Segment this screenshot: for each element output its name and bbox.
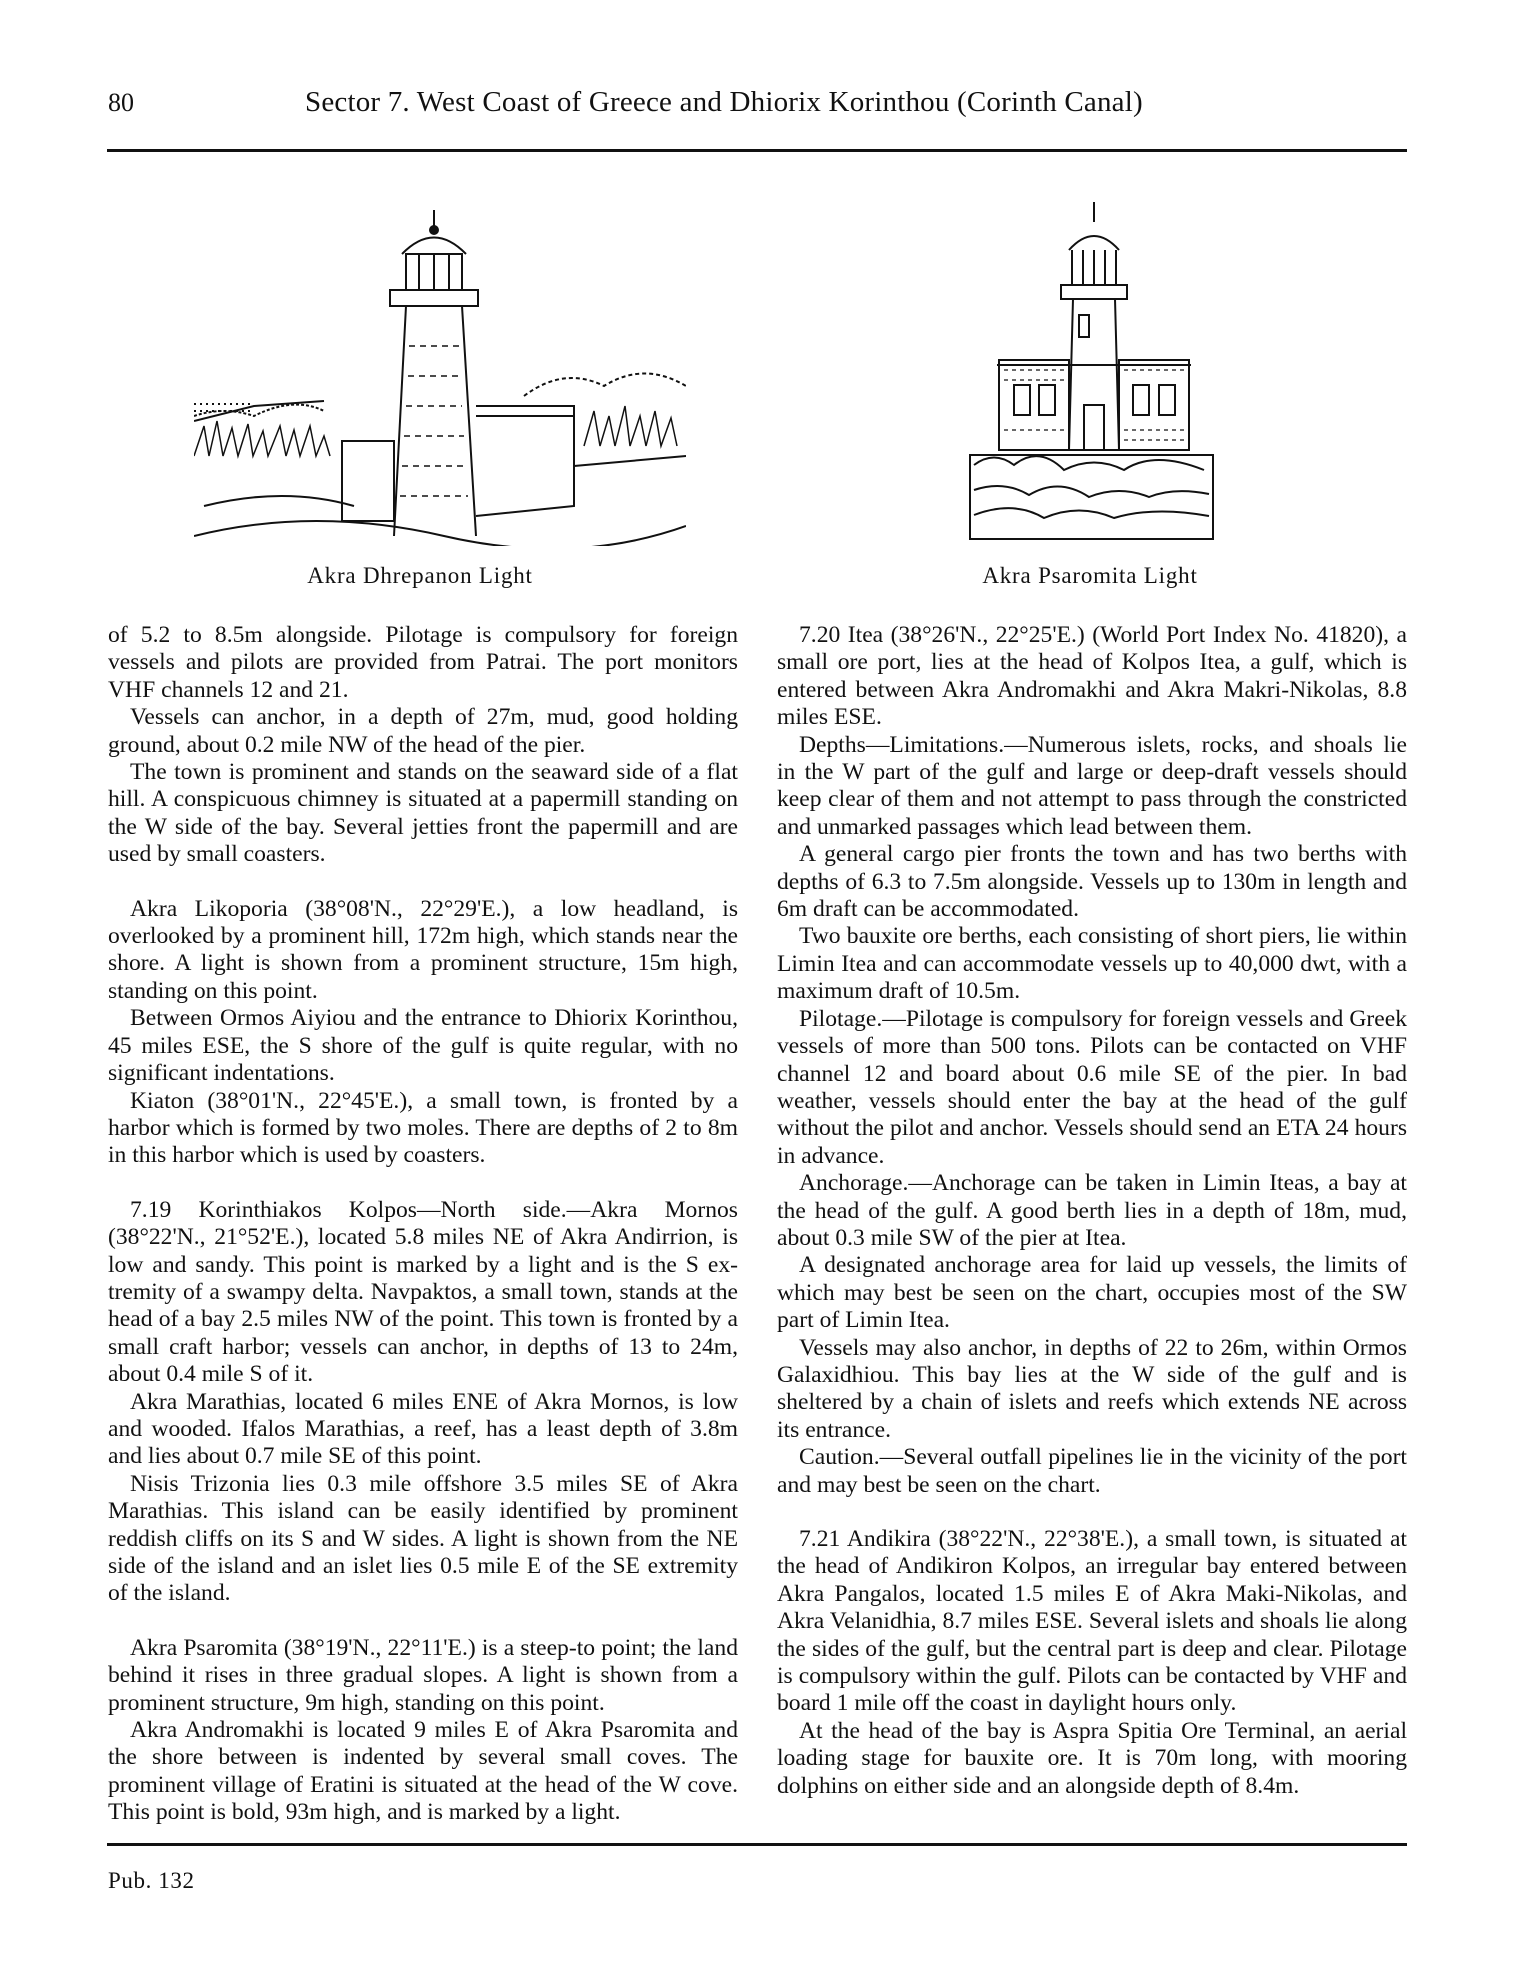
footer-rule: [107, 1843, 1407, 1846]
running-header-title: Sector 7. West Coast of Greece and Dhiorix Korinthou (Corinth Canal): [305, 86, 1143, 118]
akra-psaromita-lighthouse-illustration: [969, 200, 1214, 540]
figure-caption-akra-dhrepanon: Akra Dhrepanon Light: [307, 563, 533, 588]
paragraph: Akra Likoporia (38°08'N., 22°29'E.), a low headland, is overlooked by a prominent hill, 172m high, which stands near the shore. A light is shown from a prominent structure, 15m high, standing on this point.: [108, 895, 738, 1004]
paragraph: Akra Psaromita (38°19'N., 22°11'E.) is a steep-to point; the land behind it rises in three gradual slopes. A light is shown from a prominent structure, 9m high, standing on this point.: [108, 1634, 738, 1716]
paragraph: Vessels may also anchor, in depths of 22 to 26m, within Ormos Galaxidhiou. This bay lies at the W side of the gulf and is sheltered by a chain of islets and reefs which extends NE across its entrance.: [777, 1334, 1407, 1443]
paragraph: A designated anchorage area for laid up vessels, the limits of which may best be seen on the chart, occupies most of the SW part of Limin Itea.: [777, 1252, 1407, 1334]
header-rule: [107, 149, 1407, 152]
publication-number: Pub. 132: [108, 1868, 195, 1893]
paragraph: At the head of the bay is Aspra Spitia Ore Terminal, an aerial loading stage for bauxite ore. It is 70m long, with mooring dolphins on either side and an alongside depth of 8.4m.: [777, 1717, 1407, 1799]
paragraph: of 5.2 to 8.5m alongside. Pilotage is compulsory for foreign vessels and pilots are provided from Patrai. The port monitors VHF channels 12 and 21.: [108, 622, 738, 703]
paragraph: Akra Marathias, located 6 miles ENE of Akra Mornos, is low and wooded. Ifalos Marathias, a reef, has a least depth of 3.8m and lies about 0.7 mile SE of this point.: [108, 1388, 738, 1470]
paragraph: Two bauxite ore berths, each consisting of short piers, lie within Limin Itea and can accommodate vessels up to 40,000 dwt, with a maximum draft of 10.5m.: [777, 923, 1407, 1005]
section-7-19-paragraph: 7.19 Korinthiakos Kolpos—North side.—Akra Mornos (38°22'N., 21°52'E.), located 5.8 miles NE of Akra Andirrion, is low and sandy. This point is marked by a light and is the S ex-tremity of a swampy delta. Navpaktos, a small town, stands at the head of a bay 2.5 miles NW of the point. This town is fronted by a small craft harbor; vessels can anchor, in depths of 13 to 24m, about 0.4 mile S of it.: [108, 1196, 738, 1388]
section-7-20-paragraph: 7.20 Itea (38°26'N., 22°25'E.) (World Port Index No. 41820), a small ore port, lies at the head of Kolpos Itea, a gulf, which is entered between Akra Andromakhi and Akra Makri-Nikolas, 8.8 miles ESE.: [777, 622, 1407, 731]
paragraph: Between Ormos Aiyiou and the entrance to Dhiorix Korinthou, 45 miles ESE, the S shore of the gulf is quite regular, with no significant indentations.: [108, 1005, 738, 1087]
paragraph: Vessels can anchor, in a depth of 27m, mud, good holding ground, about 0.2 mile NW of the head of the pier.: [108, 704, 738, 758]
section-7-21-paragraph: 7.21 Andikira (38°22'N., 22°38'E.), a small town, is situated at the head of Andikiron Kolpos, an irregular bay entered between Akra Pangalos, located 1.5 miles E of Akra Maki-Nikolas, and Akra Velanidhia, 8.7 miles ESE. Several islets and shoals lie along the sides of the gulf, but the central part is deep and clear. Pilotage is compulsory within the gulf. Pilots can be contacted by VHF and board 1 mile off the coast in daylight hours only.: [777, 1526, 1407, 1717]
right-text-column: [777, 622, 1407, 1800]
akra-dhrepanon-lighthouse-illustration: [194, 206, 686, 546]
paragraph: Akra Andromakhi is located 9 miles E of Akra Psaromita and the shore between is indented by several small coves. The prominent village of Eratini is situated at the head of the W cove. This point is bold, 93m high, and is marked by a light.: [108, 1717, 738, 1826]
left-text-column: [108, 622, 738, 1827]
paragraph: A general cargo pier fronts the town and has two berths with depths of 6.3 to 7.5m alongside. Vessels up to 130m in length and 6m draft can be accommodated.: [777, 841, 1407, 923]
page-number: 80: [108, 88, 134, 117]
paragraph: The town is prominent and stands on the seaward side of a flat hill. A conspicuous chimney is situated at a papermill standing on the W side of the bay. Several jetties front the papermill and are used by small coasters.: [108, 759, 738, 868]
paragraph: Anchorage.—Anchorage can be taken in Limin Iteas, a bay at the head of the gulf. A good berth lies in a depth of 18m, mud, about 0.3 mile SW of the pier at Itea.: [777, 1170, 1407, 1251]
paragraph: Caution.—Several outfall pipelines lie in the vicinity of the port and may best be seen on the chart.: [777, 1444, 1407, 1498]
paragraph: Pilotage.—Pilotage is compulsory for foreign vessels and Greek vessels of more than 500 tons. Pilots can be contacted on VHF channel 12 and board about 0.6 mile SE of the pier. In bad weather, vessels should enter the bay at the head of the gulf without the pilot and anchor. Vessels should send an ETA 24 hours in advance.: [777, 1005, 1407, 1169]
paragraph: Depths—Limitations.—Numerous islets, rocks, and shoals lie in the W part of the gulf and large or deep-draft vessels should keep clear of them and not attempt to pass through the constricted and unmarked passages which lead between them.: [777, 731, 1407, 840]
paragraph: Kiaton (38°01'N., 22°45'E.), a small town, is fronted by a harbor which is formed by two moles. There are depths of 2 to 8m in this harbor which is used by coasters.: [108, 1087, 738, 1169]
figure-caption-akra-psaromita: Akra Psaromita Light: [982, 563, 1198, 588]
paragraph: Nisis Trizonia lies 0.3 mile offshore 3.5 miles SE of Akra Marathias. This island can be easily identified by prominent reddish cliffs on its S and W sides. A light is shown from the NE side of the island and an islet lies 0.5 mile E of the SE extremity of the island.: [108, 1470, 738, 1607]
